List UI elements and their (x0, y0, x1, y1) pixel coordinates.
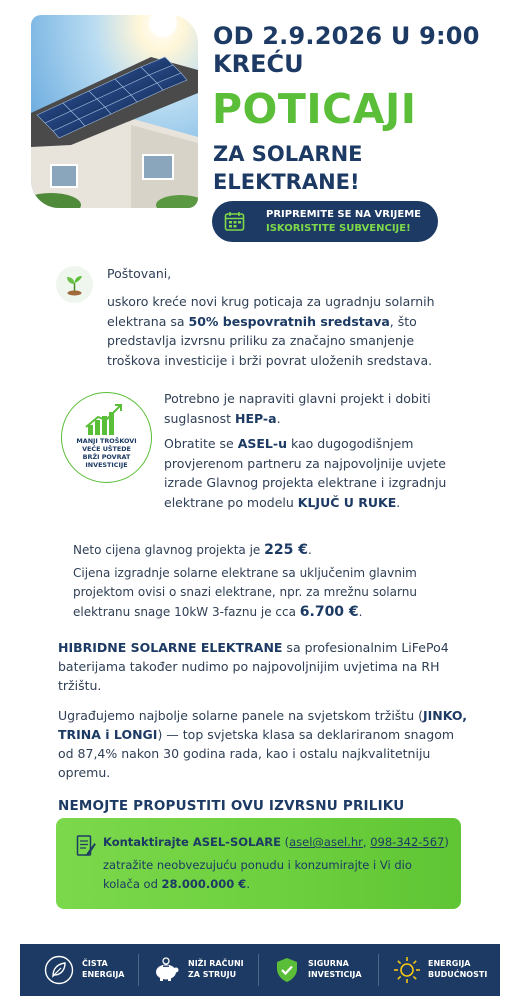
amount-end: . (246, 877, 250, 891)
contact-box (56, 818, 461, 909)
price1-text: Neto cijena glavnog projekta je (73, 543, 265, 557)
contact-offer-line: zatražite neobvezujuću ponudu i konzumirajte i Vi dio (103, 858, 412, 872)
p2-end: . (276, 410, 281, 426)
savings-badge-text (62, 437, 151, 469)
calendar-icon (224, 211, 245, 232)
footer-line2: BUDUĆNOSTI (428, 970, 488, 979)
price3-end: . (358, 605, 363, 619)
price3-text: elektranu snage 10kW 3-faznu je cca (73, 605, 300, 619)
amount-value: 28.000.000 € (161, 877, 247, 891)
shield-check-icon (272, 955, 302, 985)
hybrid-paragraph (58, 638, 468, 695)
footer-line2: INVESTICIJA (308, 970, 362, 979)
panels-text-end: ) — top svjetska klasa sa deklariranom snagom od 87,4% nakon 30 godina rada, kao i ostalu najkvalitetniju opremu. (58, 727, 455, 780)
footer-item-text (308, 958, 362, 980)
p3-text: Obratite se (164, 436, 238, 451)
panels-brands: JINKO, TRINA i LONGI (58, 708, 467, 742)
document-pen-icon (76, 834, 96, 858)
footer-item-text (428, 958, 487, 980)
p2-bold: HEP-a (234, 410, 277, 426)
contact-amount-line (103, 877, 250, 891)
p2-text: Potrebno je napraviti glavni projekt i dobiti suglasnost (164, 391, 431, 426)
intro-highlight: 50% bespovratnih sredstava (188, 313, 390, 329)
badge-line2: VEĆE UŠTEDE (82, 445, 131, 453)
project-price-line (73, 542, 312, 558)
build-price-line (73, 604, 363, 620)
prepare-banner-line1: PRIPREMITE SE NA VRIJEME (266, 209, 422, 220)
footer-item-safe-investment (260, 944, 380, 996)
p3-mid: kao dugogodišnjem provjerenom partneru za najpovoljnije uvjete izrade Glavnog projekta elektrane i izgradnju elektrane po modelu (164, 436, 447, 510)
leaf-icon (44, 955, 74, 985)
contact-open-paren: ( (280, 835, 290, 849)
intro-text-end: , što predstavlja izvrsnu priliku za značajno smanjenje troškova investicije i brži povrat uloženih sredstava. (107, 313, 433, 368)
headline-subtitle (213, 140, 363, 196)
p3-end: . (396, 494, 401, 510)
footer-line1: SIGURNA (308, 959, 349, 968)
panels-text: Ugrađujemo najbolje solarne panele na svjetskom tržištu ( (58, 708, 423, 723)
footer-item-clean-energy (20, 944, 140, 996)
growth-chart-icon (62, 397, 150, 441)
badge-line4: INVESTICIJE (85, 461, 128, 469)
partner-paragraph (164, 434, 464, 512)
intro-paragraph (107, 292, 471, 370)
headline-highlight: POTICAJI (212, 85, 417, 133)
footer-item-text (82, 958, 125, 980)
benefits-footer (20, 944, 500, 996)
contact-phone-link[interactable]: 098-342-567 (370, 835, 445, 849)
cta-heading: NEMOJTE PROPUSTITI OVU IZVRSNU PRILIKU (58, 798, 405, 814)
build-price: 6.700 € (299, 604, 359, 620)
footer-divider (138, 954, 139, 986)
headline-start: KREĆU (213, 50, 304, 78)
prepare-banner (212, 201, 438, 242)
contact-comma: , (362, 835, 371, 849)
contact-email-link[interactable]: asel@asel.hr (289, 835, 363, 849)
piggy-bank-icon (152, 955, 182, 985)
price1-end: . (307, 543, 312, 557)
p3-bold2: KLJUČ U RUKE (297, 494, 397, 510)
footer-item-future-energy (380, 944, 500, 996)
greeting: Poštovani, (107, 266, 172, 281)
footer-line2: ENERGIJA (82, 970, 125, 979)
footer-divider (378, 954, 379, 986)
footer-line1: ENERGIJA (428, 959, 471, 968)
hero-solar-house-image (31, 15, 198, 208)
badge-line1: MANJI TROŠKOVI (76, 437, 137, 445)
sprout-icon (56, 266, 93, 303)
amount-text: kolača od (103, 877, 162, 891)
intro-text: uskoro kreće novi krug poticaja za ugradnju solarnih elektrana sa (107, 294, 435, 329)
badge-line3: BRŽI POVRAT (82, 453, 131, 461)
prepare-banner-line2: ISKORISTITE SUBVENCIJE! (266, 223, 411, 234)
footer-line1: NIŽI RAČUNI (188, 959, 244, 968)
hybrid-bold: HIBRIDNE SOLARNE ELEKTRANE (58, 640, 283, 655)
headline-subtitle-line1: ZA SOLARNE (213, 142, 363, 166)
project-requirement-paragraph (164, 389, 464, 428)
p3-bold1: ASEL-u (237, 436, 287, 451)
headline-subtitle-line2: ELEKTRANE! (213, 170, 360, 194)
build-price-description: Cijena izgradnje solarne elektrane sa uključenim glavnim projektom ovisi o snazi elektrane, npr. za mrežnu solarnu (73, 566, 417, 599)
footer-line2: ZA STRUJU (188, 970, 237, 979)
footer-divider (258, 954, 259, 986)
footer-item-text (188, 958, 244, 980)
panels-paragraph (58, 706, 468, 782)
headline-date: OD 2.9.2026 U 9:00 (213, 22, 480, 50)
contact-close-paren: ) (444, 835, 449, 849)
contact-company: Kontaktirajte ASEL-SOLARE (103, 835, 281, 849)
hybrid-text: sa profesionalnim LiFePo4 baterijama također nudimo po najpovoljnijim uvjetima na RH tržištu. (58, 640, 449, 693)
sun-icon (392, 955, 422, 985)
contact-line (103, 835, 449, 849)
footer-line1: ČISTA (82, 959, 108, 968)
footer-item-lower-bills (140, 944, 260, 996)
project-price: 225 € (264, 542, 308, 558)
savings-badge (61, 392, 152, 483)
